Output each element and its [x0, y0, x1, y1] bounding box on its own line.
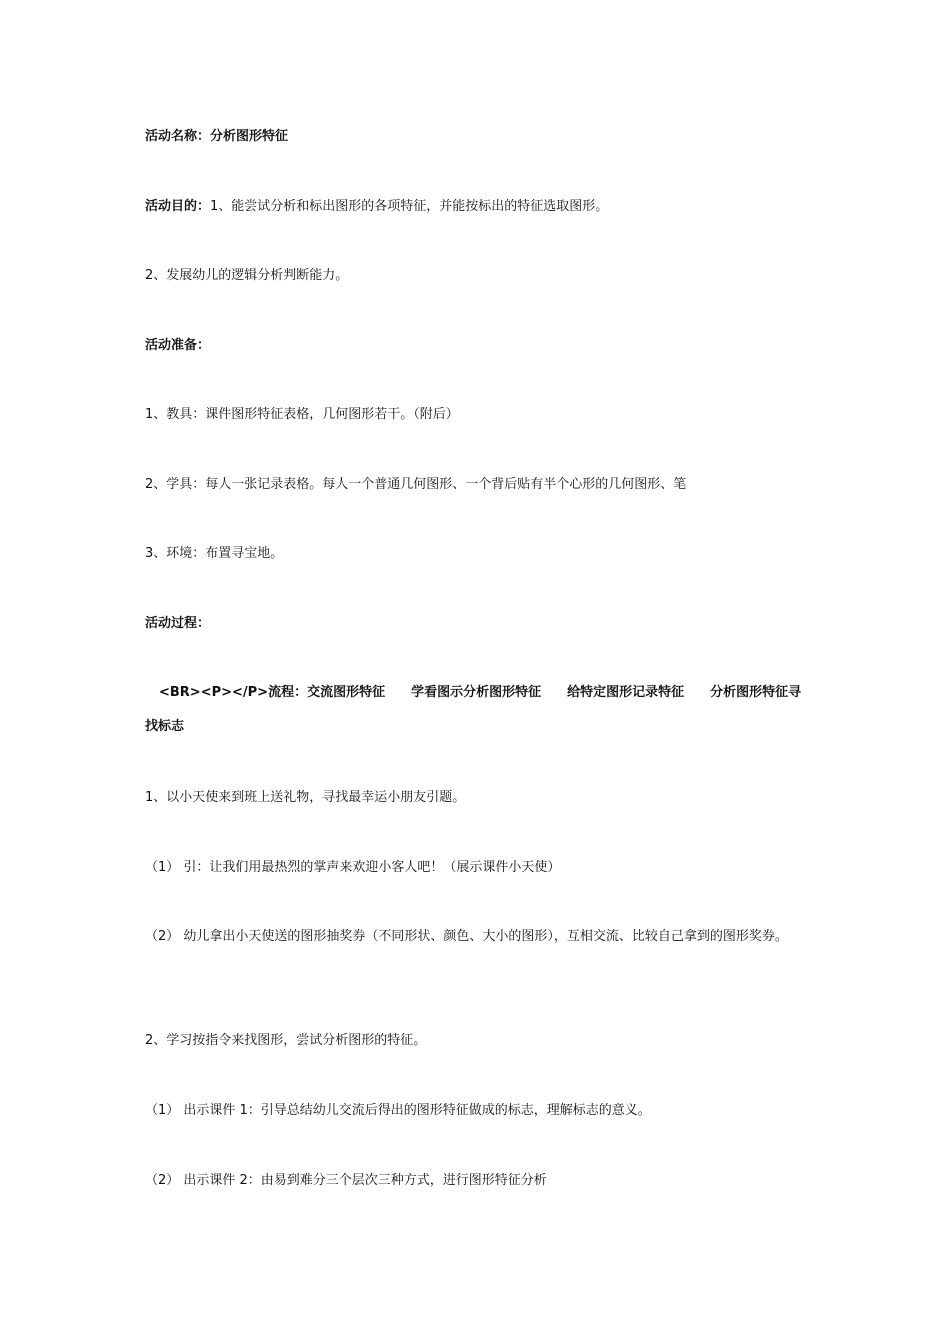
flow-step-2: 学看图示分析图形特征	[411, 685, 542, 700]
activity-goal	[145, 197, 805, 217]
activity-name-value: 分析图形特征	[210, 129, 289, 144]
prep-item-1: 1、教具：课件图形特征表格，几何图形若干。（附后）	[145, 407, 459, 422]
step-2-1: （1） 出示课件 1：引导总结幼儿交流后得出的图形特征做成的标志，理解标志的意义。	[145, 1103, 651, 1118]
step-2: 2、学习按指令来找图形，尝试分析图形的特征。	[145, 1033, 427, 1048]
step-1-2: （2） 幼儿拿出小天使送的图形抽奖券（不同形状、颜色、大小的图形），互相交流、比较自己拿到的图形奖券。	[145, 929, 788, 944]
flow-prefix: <BR><P></P>流程：	[159, 685, 308, 700]
goal-label: 活动目的：	[145, 199, 211, 214]
flow-step-1: 交流图形特征	[307, 685, 386, 700]
step-1-1: （1） 引：让我们用最热烈的掌声来欢迎小客人吧！（展示课件小天使）	[145, 860, 561, 875]
goal-item-2: 2、发展幼儿的逻辑分析判断能力。	[145, 268, 349, 283]
flow-step-4: 分析图形特征寻找标志	[145, 685, 802, 734]
activity-name-label: 活动名称：	[145, 129, 211, 144]
process-heading: 活动过程：	[145, 616, 211, 631]
prep-item-3: 3、环境：布置寻宝地。	[145, 546, 284, 561]
activity-name	[145, 127, 805, 147]
flow-paragraph	[145, 676, 805, 744]
prep-heading: 活动准备：	[145, 338, 211, 353]
prep-item-2: 2、学具：每人一张记录表格。每人一个普通几何图形、一个背后贴有半个心形的几何图形、笔	[145, 477, 687, 492]
step-2-2: （2） 出示课件 2：由易到难分三个层次三种方式，进行图形特征分析	[145, 1173, 547, 1188]
goal-item-1: 1、能尝试分析和标出图形的各项特征，并能按标出的特征选取图形。	[210, 199, 609, 214]
step-1: 1、以小天使来到班上送礼物，寻找最幸运小朋友引题。	[145, 790, 466, 805]
flow-step-3: 给特定图形记录特征	[567, 685, 685, 700]
